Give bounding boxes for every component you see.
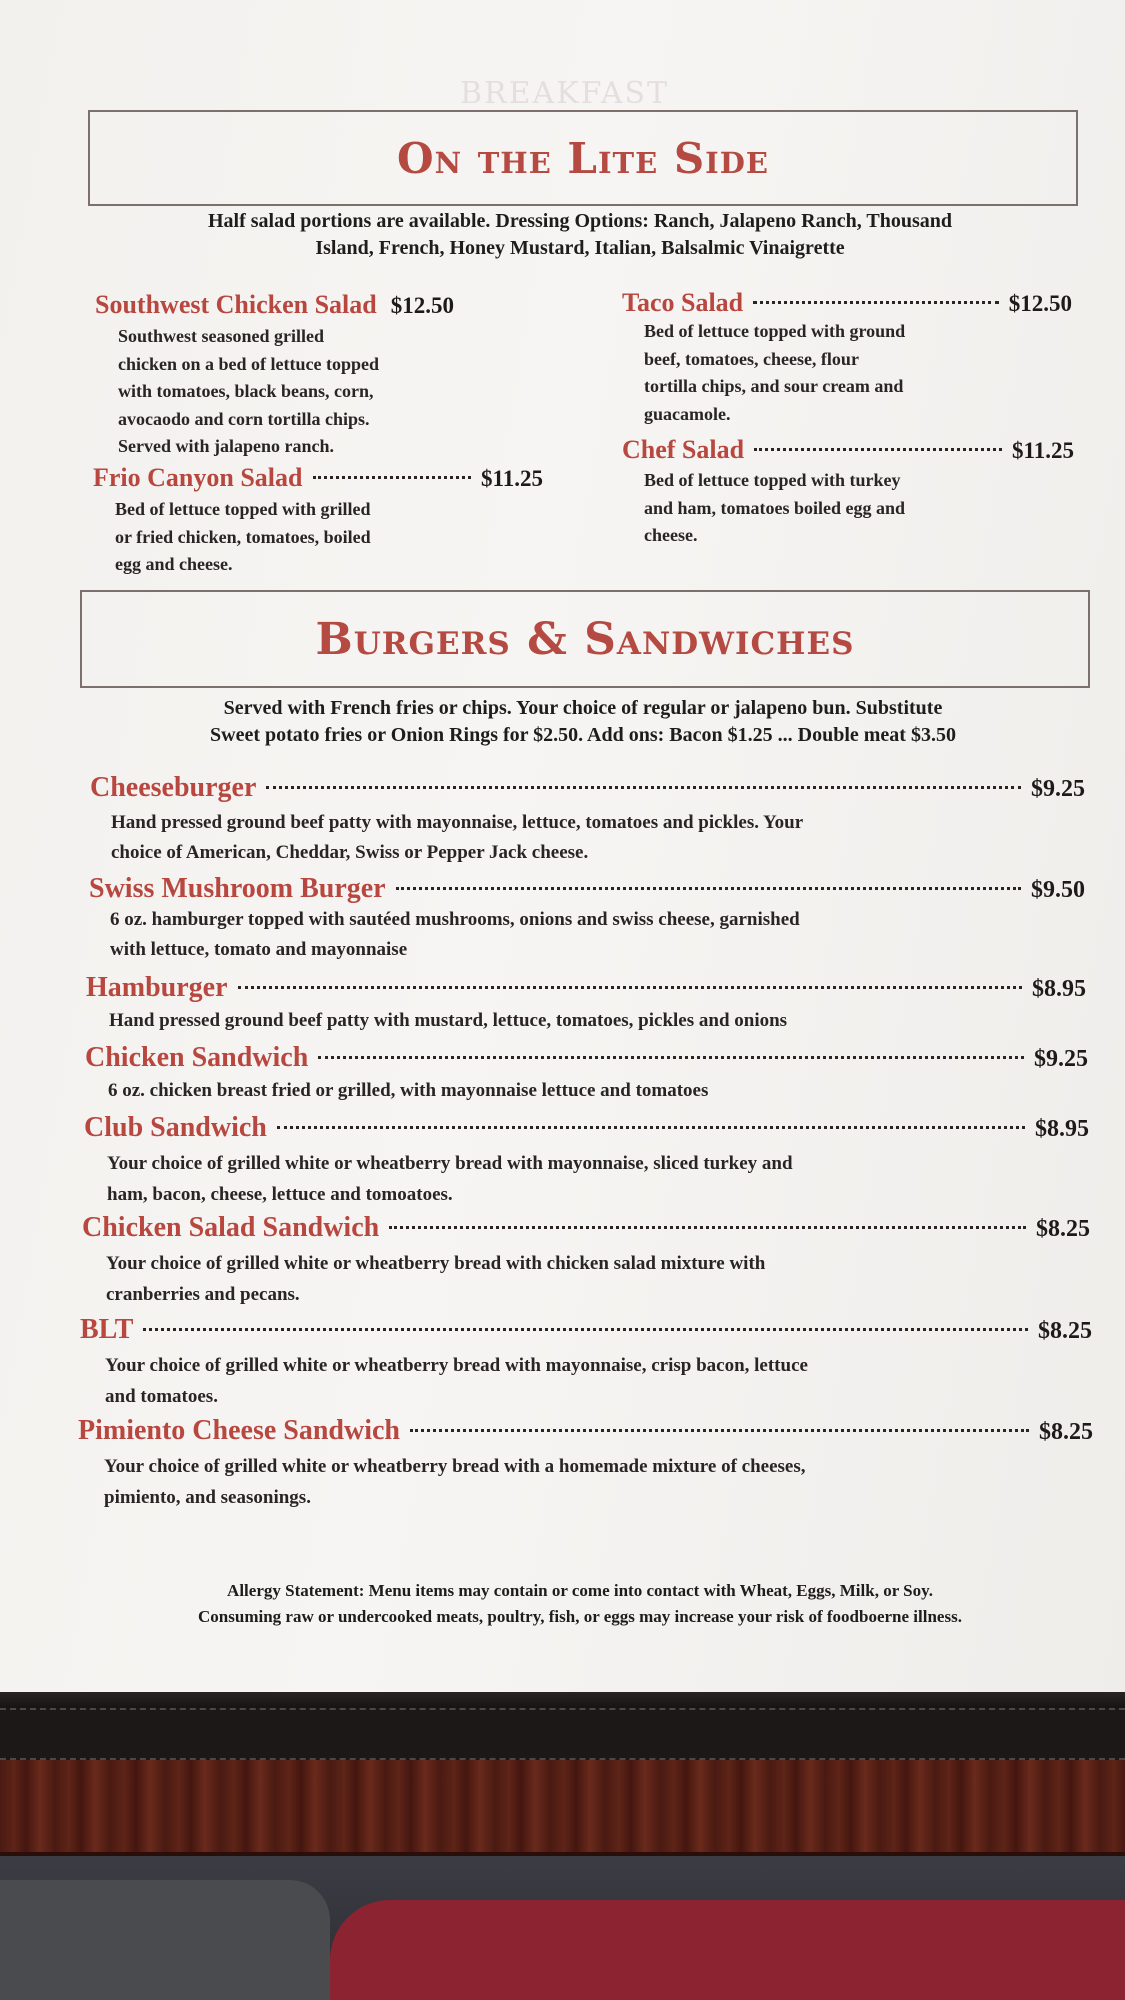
item-name: Club Sandwich [84,1112,267,1143]
item-price: $8.25 [1036,1216,1090,1242]
intro-line: Served with French fries or chips. Your choice of regular or jalapeno bun. Substitute [223,697,943,719]
dot-leader [389,1226,1026,1229]
allergy-statement [80,1578,1080,1631]
dot-leader [238,986,1022,989]
item-description [109,1006,787,1036]
wooden-table-edge [0,1760,1125,1856]
item-name: Southwest Chicken Salad [95,290,377,319]
item-description [644,467,905,550]
description-line: Your choice of grilled white or wheatberry bread with chicken salad mixture with [106,1253,766,1274]
show-through-text: BREAKFAST [460,76,670,111]
item-name: Swiss Mushroom Burger [89,873,386,904]
red-clothing [330,1900,1125,2000]
description-line: tortilla chips, and sour cream and [644,376,904,396]
item-description [115,496,371,579]
item-name: Pimiento Cheese Sandwich [78,1415,400,1446]
allergy-line: Allergy Statement: Menu items may contain or come into contact with Wheat, Eggs, Milk, or Soy. [227,1581,933,1600]
description-line: ham, bacon, cheese, lettuce and tomoatoes. [107,1184,453,1205]
item-price: $8.95 [1032,976,1086,1002]
description-line: and tomatoes. [105,1386,218,1407]
description-line: Hand pressed ground beef patty with mayonnaise, lettuce, tomatoes and pickles. Your [111,812,804,833]
item-name: Cheeseburger [90,772,257,803]
item-price: $8.95 [1035,1116,1089,1142]
description-line: Hand pressed ground beef patty with mustard, lettuce, tomatoes, pickles and onions [109,1010,788,1031]
menu-item-club-sandwich [84,1112,1089,1144]
item-price: $9.50 [1031,877,1085,903]
item-description [108,1076,708,1106]
description-line: Your choice of grilled white or wheatberry bread with mayonnaise, sliced turkey and [107,1153,793,1174]
description-line: with tomatoes, black beans, corn, [118,381,374,401]
description-line: 6 oz. chicken breast fried or grilled, with mayonnaise lettuce and tomatoes [108,1080,709,1101]
item-price: $8.25 [1038,1318,1092,1344]
menu-item-taco-salad [622,288,1072,318]
dot-leader [143,1328,1028,1331]
dot-leader [266,786,1021,789]
item-name: Chicken Sandwich [85,1042,309,1073]
lite-side-header-box [88,110,1078,206]
lite-side-intro [80,208,1080,262]
item-price: $12.50 [390,293,454,318]
section-title-burgers: Burgers & Sandwiches [315,613,855,665]
dot-leader [410,1429,1029,1432]
description-line: Bed of lettuce topped with turkey [644,470,901,490]
description-line: chicken on a bed of lettuce topped [118,353,379,374]
item-description [107,1148,793,1210]
intro-line: Sweet potato fries or Onion Rings for $2.50. Add ons: Bacon $1.25 ... Double meat $3.50 [210,724,956,746]
item-name: BLT [80,1314,134,1345]
menu-item-pimiento-cheese-sandwich [78,1415,1093,1447]
description-line: avocaodo and corn tortilla chips. [118,408,370,429]
description-line: cranberries and pecans. [106,1284,300,1305]
description-line: pimiento, and seasonings. [104,1487,311,1508]
item-name: Frio Canyon Salad [93,463,303,492]
dot-leader [754,448,1002,451]
description-line: with lettuce, tomato and mayonnaise [110,939,408,960]
intro-line: Island, French, Honey Mustard, Italian, Balsalmic Vinaigrette [315,237,845,259]
menu-item-hamburger [86,972,1086,1004]
item-name: Chicken Salad Sandwich [82,1212,380,1243]
description-line: cheese. [644,525,698,545]
dot-leader [318,1056,1024,1059]
item-description [106,1248,765,1310]
description-line: Bed of lettuce topped with ground [644,321,906,341]
description-line: and ham, tomatoes boiled egg and [644,497,906,518]
description-line: Bed of lettuce topped with grilled [115,499,371,519]
menu-item-blt [80,1314,1092,1346]
description-line: 6 oz. hamburger topped with sautéed mushrooms, onions and swiss cheese, garnished [110,909,800,930]
item-price: $11.25 [1012,438,1074,463]
item-description [105,1350,808,1412]
item-description [118,323,379,461]
item-name: Chef Salad [622,435,745,464]
allergy-line: Consuming raw or undercooked meats, poultry, fish, or eggs may increase your risk of foodboerne illness. [198,1607,962,1627]
description-line: Southwest seasoned grilled [118,326,325,346]
menu-item-chicken-salad-sandwich [82,1212,1090,1244]
item-name: Taco Salad [622,288,744,317]
menu-item-swiss-mushroom-burger [89,873,1085,905]
description-line: choice of American, Cheddar, Swiss or Pepper Jack cheese. [111,842,589,863]
dot-leader [396,887,1021,890]
item-name: Hamburger [86,972,228,1003]
description-line: Your choice of grilled white or wheatberry bread with a homemade mixture of cheeses, [104,1456,806,1477]
description-line: beef, tomatoes, cheese, flour [644,348,859,369]
dot-leader [753,301,999,304]
item-description [644,318,905,428]
item-description [110,905,800,965]
intro-line: Half salad portions are available. Dressing Options: Ranch, Jalapeno Ranch, Thousand [207,210,953,232]
menu-item-cheeseburger [90,772,1085,804]
burgers-header-box [80,590,1090,688]
description-line: Your choice of grilled white or wheatberry bread with mayonnaise, crisp bacon, lettuce [105,1355,808,1376]
item-description [104,1451,806,1513]
description-line: or fried chicken, tomatoes, boiled [115,526,371,547]
section-title-lite-side: On the Lite Side [397,133,769,183]
item-price: $11.25 [481,466,543,491]
gray-sleeve [0,1880,330,2000]
menu-item-chef-salad [622,435,1074,465]
dot-leader [277,1126,1025,1129]
description-line: guacamole. [644,403,731,424]
dot-leader [313,476,472,479]
item-description [111,808,803,868]
item-price: $9.25 [1034,1046,1088,1072]
menu-item-frio-canyon-salad [93,463,543,493]
item-price: $8.25 [1039,1419,1093,1445]
description-line: egg and cheese. [115,554,233,574]
item-price: $12.50 [1008,291,1072,316]
menu-item-chicken-sandwich [85,1042,1088,1074]
description-line: Served with jalapeno ranch. [118,436,334,456]
menu-binder-stitching [0,1708,1125,1760]
item-price: $9.25 [1031,776,1085,802]
burgers-intro [78,695,1088,749]
menu-item-southwest-chicken-salad [95,290,565,320]
